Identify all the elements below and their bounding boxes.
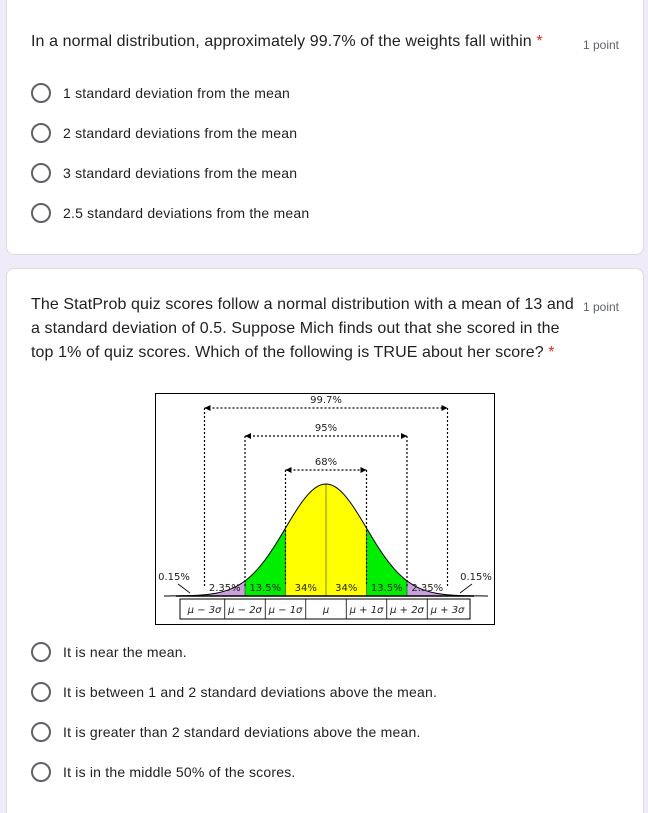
area-region-5 xyxy=(326,484,367,596)
radio-button[interactable] xyxy=(31,722,51,742)
region-label: 2.35% xyxy=(208,583,241,594)
q2-option-4-label: It is in the middle 50% of the scores. xyxy=(63,764,296,780)
range-arrow-left xyxy=(245,433,251,439)
required-asterisk: * xyxy=(536,33,543,50)
region-label: 2.35% xyxy=(411,583,444,594)
q2-option-4[interactable] xyxy=(31,760,296,784)
q1-option-4[interactable] xyxy=(31,201,309,225)
x-tick-label: μ + 3σ xyxy=(430,605,465,616)
tail-label-left: 0.15% xyxy=(158,572,190,583)
q1-option-3[interactable] xyxy=(31,161,297,185)
q2-option-2-label: It is between 1 and 2 standard deviations above the mean. xyxy=(63,684,438,700)
radio-button[interactable] xyxy=(31,682,51,702)
q2-option-3[interactable] xyxy=(31,720,421,744)
question-card-2 xyxy=(6,268,644,813)
radio-button[interactable] xyxy=(31,642,51,662)
x-tick-label: μ + 1σ xyxy=(349,605,384,616)
normal-distribution-chart xyxy=(155,393,495,625)
q2-option-1-label: It is near the mean. xyxy=(63,644,187,660)
range-arrow-left xyxy=(205,405,211,411)
x-tick-label: μ xyxy=(322,605,330,616)
range-label: 68% xyxy=(314,457,338,468)
tail-label-right: 0.15% xyxy=(460,572,492,583)
question-card-1 xyxy=(6,0,644,255)
q2-option-1[interactable] xyxy=(31,640,187,664)
radio-button[interactable] xyxy=(31,163,51,183)
q1-option-2[interactable] xyxy=(31,121,297,145)
region-label: 13.5% xyxy=(249,583,282,594)
q1-option-4-label: 2.5 standard deviations from the mean xyxy=(63,205,310,221)
radio-button[interactable] xyxy=(31,203,51,223)
range-arrow-right xyxy=(401,433,407,439)
range-label: 95% xyxy=(314,423,338,434)
q1-option-2-label: 2 standard deviations from the mean xyxy=(63,125,298,141)
q1-option-3-label: 3 standard deviations from the mean xyxy=(63,165,298,181)
tail-pointer-right xyxy=(460,584,472,593)
range-arrow-right xyxy=(361,467,367,473)
question-1-points: 1 point xyxy=(582,38,619,52)
range-arrow-right xyxy=(442,405,448,411)
q1-option-1-label: 1 standard deviation from the mean xyxy=(63,85,291,101)
tail-pointer-left xyxy=(178,584,190,593)
required-asterisk: * xyxy=(548,344,555,361)
region-label: 13.5% xyxy=(370,583,403,594)
radio-button[interactable] xyxy=(31,123,51,143)
x-tick-label: μ + 2σ xyxy=(390,605,424,616)
radio-button[interactable] xyxy=(31,762,51,782)
question-2-points: 1 point xyxy=(582,300,619,314)
x-tick-label: μ − 1σ xyxy=(268,605,303,616)
x-tick-label: μ − 3σ xyxy=(187,605,222,616)
x-tick-label: μ − 2σ xyxy=(228,605,262,616)
question-2-title: The StatProb quiz scores follow a normal distribution with a mean of 13 and a standard deviation of 0.5. Suppose Mich finds out that she scored in the top 1% of quiz scores. Which of the following is TRUE about her score? * xyxy=(31,296,574,361)
range-arrow-left xyxy=(286,467,292,473)
region-label: 34% xyxy=(294,583,317,594)
question-1-title: In a normal distribution, approximately 99.7% of the weights fall within * xyxy=(31,33,543,50)
region-label: 34% xyxy=(335,583,358,594)
q1-option-1[interactable] xyxy=(31,81,290,105)
normal-curve-svg xyxy=(156,394,494,624)
radio-button[interactable] xyxy=(31,83,51,103)
q2-option-2[interactable] xyxy=(31,680,437,704)
q2-option-3-label: It is greater than 2 standard deviations above the mean. xyxy=(63,724,421,740)
area-region-4 xyxy=(286,484,327,596)
range-label: 99.7% xyxy=(310,395,342,406)
